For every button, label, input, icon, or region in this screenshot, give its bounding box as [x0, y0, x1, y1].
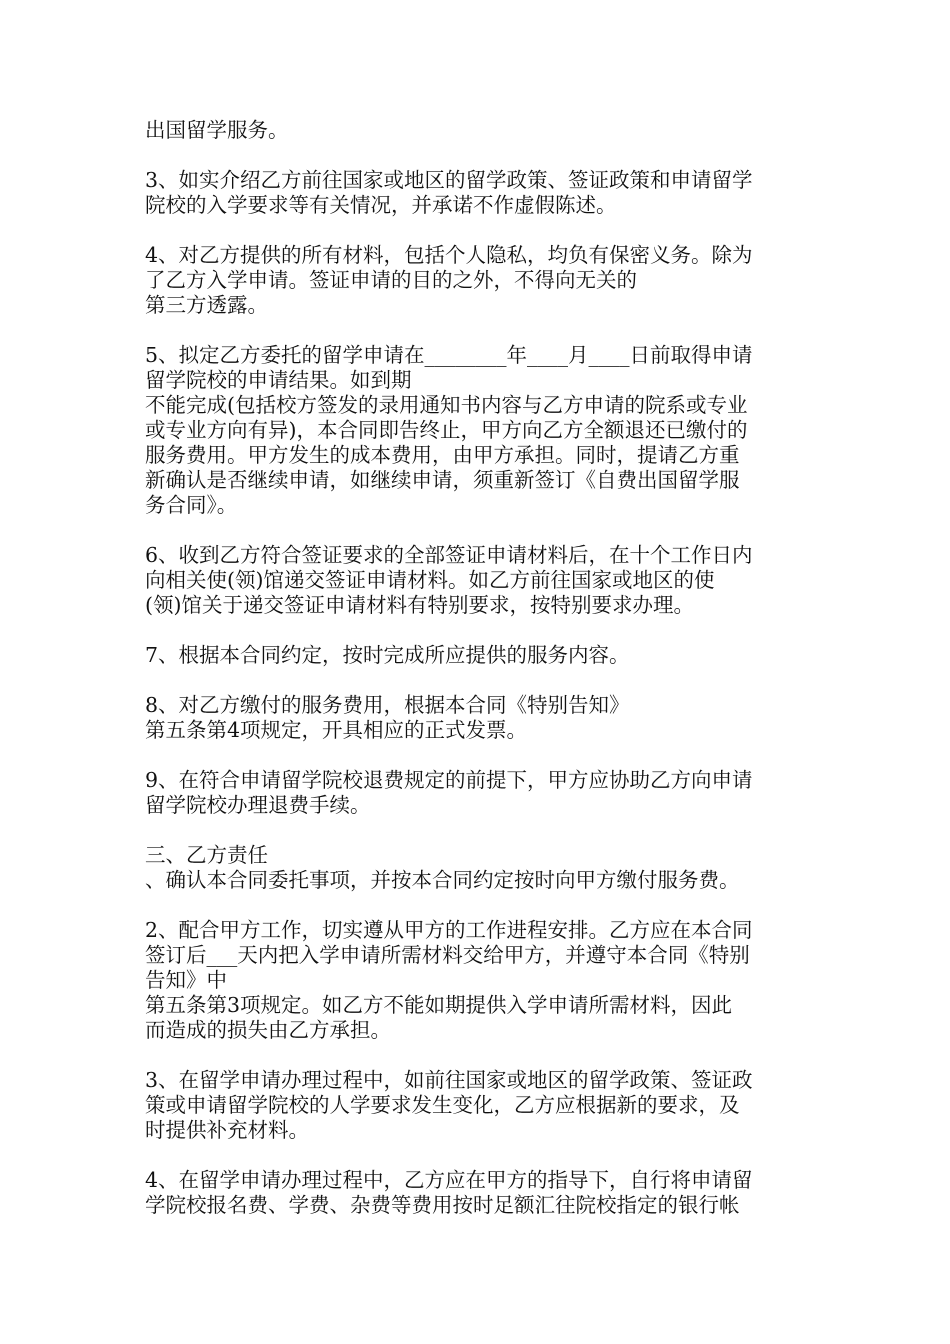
text-line: 留学院校办理退费手续。 [145, 793, 371, 817]
text-line: 学院校报名费、学费、杂费等费用按时足额汇往院校指定的银行帐 [145, 1193, 740, 1217]
text-line: 向相关使(领)馆递交签证申请材料。如乙方前往国家或地区的使 [145, 568, 715, 592]
paragraph [145, 643, 815, 668]
text-line: 不能完成(包括校方签发的录用通知书内容与乙方申请的院系或专业 [145, 393, 748, 417]
text-line: 服务费用。甲方发生的成本费用，由甲方承担。同时，提请乙方重 [145, 443, 740, 467]
text-line: 5、拟定乙方委托的留学申请在________年____月____日前取得申请 [145, 343, 753, 367]
paragraph [145, 543, 815, 618]
paragraph [145, 168, 815, 218]
text-line: 了乙方入学申请。签证申请的目的之外，不得向无关的 [145, 268, 637, 292]
text-line: 8、对乙方缴付的服务费用，根据本合同《特别告知》 [145, 693, 630, 717]
text-line: 第五条第3项规定。如乙方不能如期提供入学申请所需材料，因此 [145, 993, 733, 1017]
section-heading: 三、乙方责任 [145, 843, 268, 867]
paragraph [145, 918, 815, 1043]
paragraph [145, 243, 815, 318]
text-line: 、确认本合同委托事项，并按本合同约定按时向甲方缴付服务费。 [145, 868, 740, 892]
paragraph [145, 1168, 815, 1218]
text-line: 6、收到乙方符合签证要求的全部签证申请材料后，在十个工作日内 [145, 543, 753, 567]
text-line: 9、在符合申请留学院校退费规定的前提下，甲方应协助乙方向申请 [145, 768, 753, 792]
paragraph [145, 118, 815, 143]
text-line: 签订后___天内把入学申请所需材料交给甲方，并遵守本合同《特别 [145, 943, 750, 967]
text-line: 务合同》。 [145, 493, 238, 517]
text-line: 告知》中 [145, 968, 227, 992]
text-line: 出国留学服务。 [145, 118, 289, 142]
paragraph [145, 1068, 815, 1143]
text-line: 4、在留学申请办理过程中，乙方应在甲方的指导下，自行将申请留 [145, 1168, 753, 1192]
text-line: 第五条第4项规定，开具相应的正式发票。 [145, 718, 528, 742]
text-line: 2、配合甲方工作，切实遵从甲方的工作进程安排。乙方应在本合同 [145, 918, 753, 942]
text-line: 3、如实介绍乙方前往国家或地区的留学政策、签证政策和申请留学 [145, 168, 753, 192]
text-line: 时提供补充材料。 [145, 1118, 309, 1142]
paragraph [145, 343, 815, 518]
text-line: 策或申请留学院校的人学要求发生变化，乙方应根据新的要求，及 [145, 1093, 740, 1117]
text-line: 4、对乙方提供的所有材料，包括个人隐私，均负有保密义务。除为 [145, 243, 753, 267]
text-line: 或专业方向有异)，本合同即告终止，甲方向乙方全额退还已缴付的 [145, 418, 748, 442]
text-line: 7、根据本合同约定，按时完成所应提供的服务内容。 [145, 643, 630, 667]
text-line: 第三方透露。 [145, 293, 268, 317]
text-line: 而造成的损失由乙方承担。 [145, 1018, 391, 1042]
text-line: 留学院校的申请结果。如到期 [145, 368, 412, 392]
text-line: (领)馆关于递交签证申请材料有特别要求，按特别要求办理。 [145, 593, 694, 617]
paragraph [145, 768, 815, 818]
paragraph [145, 693, 815, 743]
text-line: 3、在留学申请办理过程中，如前往国家或地区的留学政策、签证政 [145, 1068, 753, 1092]
document-body [145, 118, 815, 1243]
section-heading-paragraph [145, 843, 815, 893]
text-line: 新确认是否继续申请，如继续申请，须重新签订《自费出国留学服 [145, 468, 740, 492]
text-line: 院校的入学要求等有关情况，并承诺不作虚假陈述。 [145, 193, 617, 217]
